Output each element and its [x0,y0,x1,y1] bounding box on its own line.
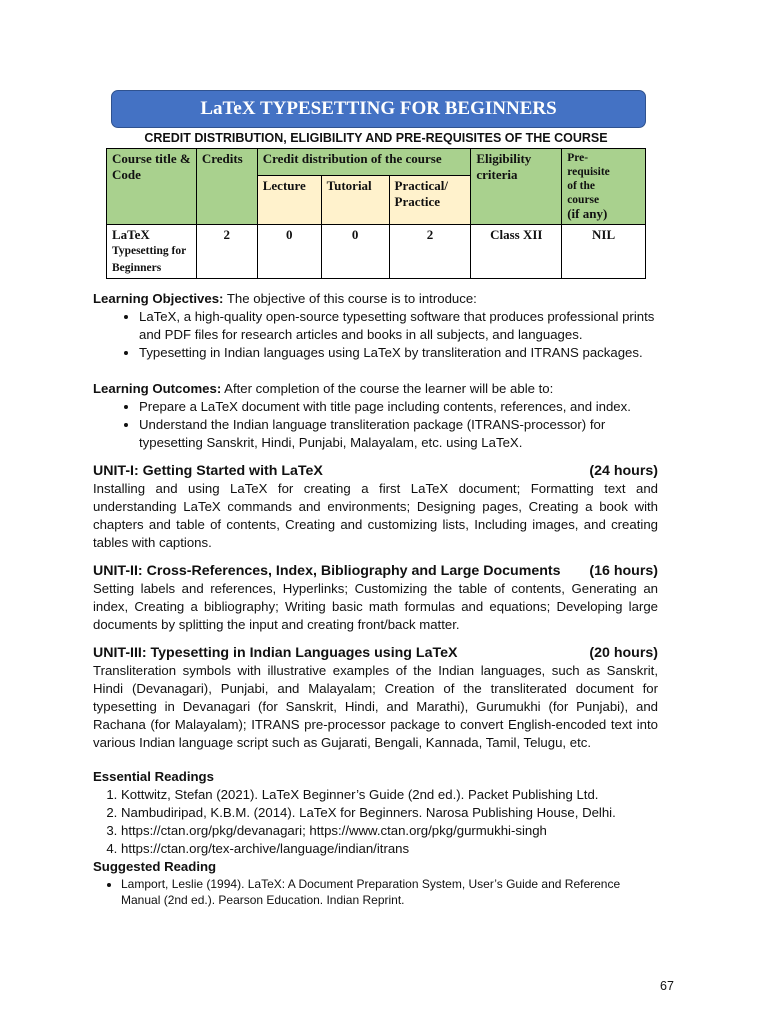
outcomes-list [93,398,658,452]
header-tutorial: Tutorial [321,176,389,225]
unit-2-hours: (16 hours) [589,563,658,579]
header-distribution: Credit distribution of the course [257,149,471,176]
prereq-line-4: course [567,194,600,206]
list-item: 1. Kottwitz, Stefan (2021). LaTeX Beginner’s Guide (2nd ed.). Packet Publishing Ltd. [121,786,658,804]
unit-1-body: Installing and using LaTeX for creating a first LaTeX document; Formatting text and understanding LaTeX commands and environments; Designing pages, Creating a book with chapters and table of contents, Creating and customizing lists, Including images, and creating tables with captions. [93,481,658,550]
unit-2-heading [93,562,658,580]
list-item: • Understand the Indian language transliteration package (ITRANS-processor) for typesetting Sanskrit, Hindi, Punjabi, Malayalam, etc. using LaTeX. [139,416,658,452]
page-number: 67 [660,979,674,993]
objectives-list [93,308,658,362]
prereq-line-1: Pre- [567,152,589,164]
outcomes-intro-text: After completion of the course the learner will be able to: [221,381,554,396]
suggested-reading-list [93,876,658,908]
unit-3-hours: (20 hours) [589,645,658,661]
prereq-line-2: requisite [567,166,610,178]
list-item: 2. Nambudiripad, K.B.M. (2014). LaTeX for Beginners. Narosa Publishing House, Delhi. [121,804,658,822]
unit-1-title: UNIT-I: Getting Started with LaTeX [93,463,323,479]
header-eligibility: Eligibility criteria [471,149,562,225]
essential-readings-list [93,786,658,858]
cell-prerequisite: NIL [562,225,646,279]
header-practical: Practical/ Practice [389,176,471,225]
credit-distribution-table [106,148,646,279]
objectives-intro [93,290,658,308]
suggested-reading-heading: Suggested Reading [93,859,217,874]
unit-3-title: UNIT-III: Typesetting in Indian Languages using LaTeX [93,645,458,661]
unit-2-body: Setting labels and references, Hyperlinks; Customizing the table of contents, Generating an index, Creating a bibliography; Writing basic math formulas and equations; Developing large documents by splitting the input and creating front/back matter. [93,581,658,632]
prereq-line-5: (if any) [567,206,608,221]
table-subheading: CREDIT DISTRIBUTION, ELIGIBILITY AND PRE-REQUISITES OF THE COURSE [144,131,608,145]
cell-credits: 2 [196,225,257,279]
list-item: 4. https://ctan.org/tex-archive/language/indian/itrans [121,840,658,858]
course-sub: Typesetting for Beginners [112,245,186,274]
objectives-label: Learning Objectives: [93,291,224,306]
header-prerequisite [562,149,646,225]
outcomes-label: Learning Outcomes: [93,381,222,396]
header-course: Course title & Code [107,149,197,225]
list-item: • Prepare a LaTeX document with title page including contents, references, and index. [139,398,658,416]
list-item: 3. https://ctan.org/pkg/devanagari; https://www.ctan.org/pkg/gurmukhi-singh [121,822,658,840]
table-row [107,225,646,279]
cell-lecture: 0 [257,225,321,279]
unit-2-title: UNIT-II: Cross-References, Index, Bibliography and Large Documents [93,563,561,579]
prereq-line-3: of the [567,180,595,192]
essential-readings-heading: Essential Readings [93,769,214,784]
unit-1-heading [93,462,658,480]
unit-3-body: Transliteration symbols with illustrative examples of the Indian languages, such as Sanskrit, Hindi (Devanagari), Punjabi, and Malayalam; Creation of the transliterated document for typesetting in Devanagari (for Sanskrit, Hindi, and Marathi), Gurumukhi (for Punjabi), and Rachana (for Malayalam); ITRANS pre-processor package to convert English-encoded text into various Indian language script such as Gujarati, Bengali, Kannada, Tamil, Telugu, etc. [93,663,658,750]
course-main: LaTeX [112,227,150,242]
cell-eligibility: Class XII [471,225,562,279]
unit-3-heading [93,644,658,662]
course-title: LaTeX TYPESETTING FOR BEGINNERS [200,98,557,119]
cell-tutorial: 0 [321,225,389,279]
list-item: • LaTeX, a high-quality open-source typesetting software that produces professional prints and PDF files for research articles and books in all subjects, and languages. [139,308,658,344]
list-item: • Typesetting in Indian languages using LaTeX by transliteration and ITRANS packages. [139,344,658,362]
suggested-reading-block [93,876,658,908]
course-title-banner [111,90,646,128]
outcomes-intro [93,380,658,398]
list-item: • Lamport, Leslie (1994). LaTeX: A Document Preparation System, User’s Guide and Reference Manual (2nd ed.). Pearson Education. Indian Reprint. [121,876,658,908]
header-lecture: Lecture [257,176,321,225]
cell-practical: 2 [389,225,471,279]
course-content [93,290,658,908]
objectives-intro-text: The objective of this course is to introduce: [223,291,477,306]
header-credits: Credits [196,149,257,225]
cell-course [107,225,197,279]
unit-1-hours: (24 hours) [589,463,658,479]
